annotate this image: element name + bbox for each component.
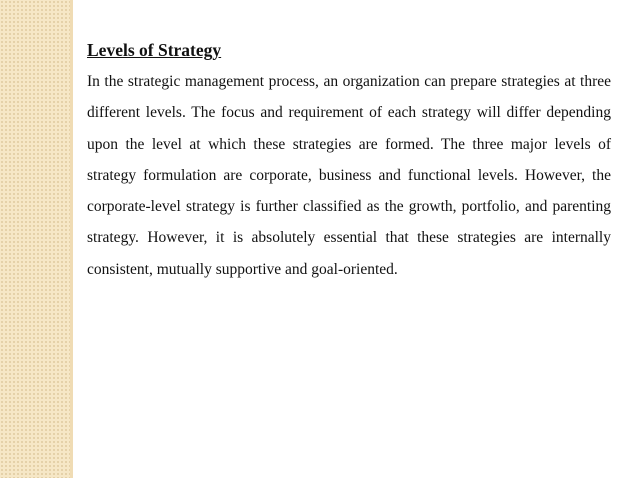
slide-content [87, 38, 611, 285]
side-band-edge [70, 0, 73, 478]
slide-body-text: In the strategic management process, an organization can prepare strategies at three different levels. The focus and requirement of each strategy will differ depending upon the level at which these strategies are formed. The three major levels of strategy formulation are corporate, business and functional levels. However, the corporate-level strategy is further classified as the growth, portfolio, and parenting strategy. However, it is absolutely essential that these strategies are internally consistent, mutually supportive and goal-oriented. [87, 73, 611, 278]
slide-heading: Levels of Strategy [87, 40, 222, 60]
decorative-side-band [0, 0, 70, 478]
